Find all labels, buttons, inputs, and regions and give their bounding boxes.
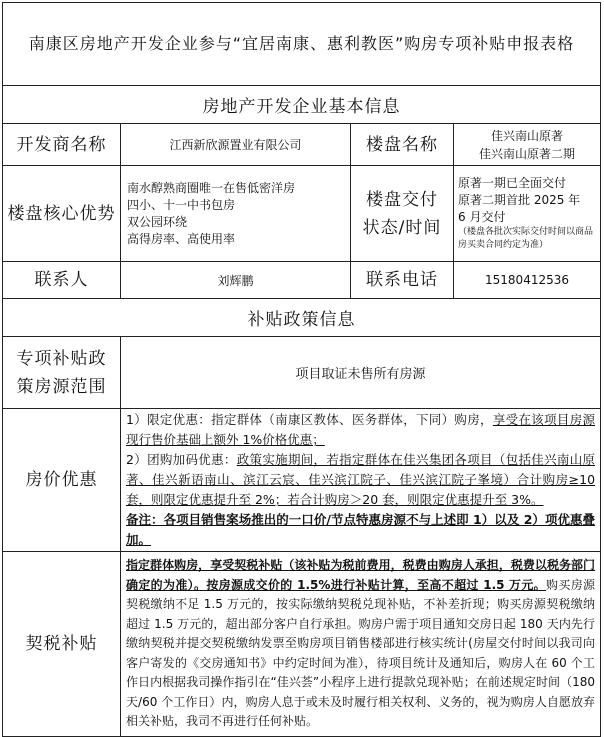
- project-name-2: 佳兴南山原著二期: [479, 146, 576, 161]
- section-basic-info: 房地产开发企业基本信息: [3, 86, 601, 124]
- delivery-label: 楼盘交付状态/时间: [351, 166, 454, 262]
- price-item-2-highlight: 政策实施期间，若指定群体在佳兴集团各项目（包括佳兴南山原著、佳兴新语南山、滨江云宸、佳兴滨江院子、佳兴滨江院子峯境）合计购房≥10 套，则限定优惠提升至 2%；若合计购房＞20 套，则限定优惠提升至 3%。: [126, 452, 596, 507]
- form-table: [2, 2, 601, 737]
- scope-label: 专项补贴政策房源范围: [3, 337, 121, 409]
- advantage-label: 楼盘核心优势: [3, 166, 121, 262]
- form-title: 南康区房地产开发企业参与“宜居南康、惠利教医”购房专项补贴申报表格: [3, 3, 601, 86]
- scope-value: 项目取证未售所有房源: [121, 337, 601, 409]
- phone-value: 15180412536: [454, 262, 601, 299]
- price-item-2: 2）团购加码优惠：: [126, 452, 237, 467]
- phone-label: 联系电话: [351, 262, 454, 299]
- tax-highlight: 指定群体购房，享受契税补贴（该补贴为税前费用，税费由购房人承担，税费以税务部门确定的为准）。按房源成交价的 1.5%进行补贴计算，至高不超过 1.5 万元。: [126, 558, 596, 592]
- contact-value: 刘辉鹏: [121, 262, 351, 299]
- delivery-line: 原著一期已全面交付: [458, 176, 567, 190]
- advantage-line: 南水醇熟商圈唯一在售低密洋房: [127, 180, 296, 195]
- advantage-line: 高得房率、高使用率: [127, 231, 236, 246]
- project-name-1: 佳兴南山原著: [491, 128, 564, 143]
- tax-label: 契税补贴: [3, 552, 121, 737]
- delivery-line: 原著二期首批 2025 年: [458, 193, 581, 207]
- developer-label: 开发商名称: [3, 124, 121, 166]
- advantage-line: 四小、十一中书包房: [127, 197, 236, 212]
- price-content: [121, 409, 601, 552]
- project-label: 楼盘名称: [351, 124, 454, 166]
- developer-value: 江西新欣源置业有限公司: [121, 124, 351, 166]
- contact-label: 联系人: [3, 262, 121, 299]
- delivery-value: [454, 166, 601, 262]
- advantage-line: 双公园环绕: [127, 214, 188, 229]
- price-item-1-highlight: 享受在该项目房源现行售价基础上额外 1%价格优惠；: [126, 412, 596, 447]
- price-item-1: 1）限定优惠：指定群体（南康区教体、医务群体，下同）购房，: [126, 412, 493, 427]
- project-value: [454, 124, 601, 166]
- delivery-note: （楼盘各批次实际交付时间以商品房买卖合同约定为准）: [458, 227, 594, 250]
- delivery-line: 6 月交付: [458, 210, 506, 224]
- tax-body: 购买房源契税缴纳不足 1.5 万元的，按实际缴纳契税兑现补贴，不补差折现；购买房源契税缴纳超过 1.5 万元的，超出部分客户自行承担。购房户需于项目通知交房日起 180 天内先行缴纳契税并提交契税缴纳发票至购房项目销售楼部进行核实统计(房屋交付时间以我司向客户寄发的《交房通知书》中约定时间为准），待项目统计及通知后，购房人在 60 个工作日内根据我司操作指引在“佳兴荟”小程序上进行提款兑现补贴；在前述规定时间（180 天/60 个工作日）内，购房人息于或未及时履行相关权利、义务的，视为购房人自愿放弃相关补贴，我司不再进行任何补贴。: [126, 577, 596, 729]
- price-note: 备注：各项目销售案场推出的一口价/节点特惠房源不与上述即 1）以及 2）项优惠叠加。: [126, 512, 596, 547]
- advantage-value: [121, 166, 351, 262]
- price-label: 房价优惠: [3, 409, 121, 552]
- section-policy-info: 补贴政策信息: [3, 299, 601, 337]
- tax-content: [121, 552, 601, 737]
